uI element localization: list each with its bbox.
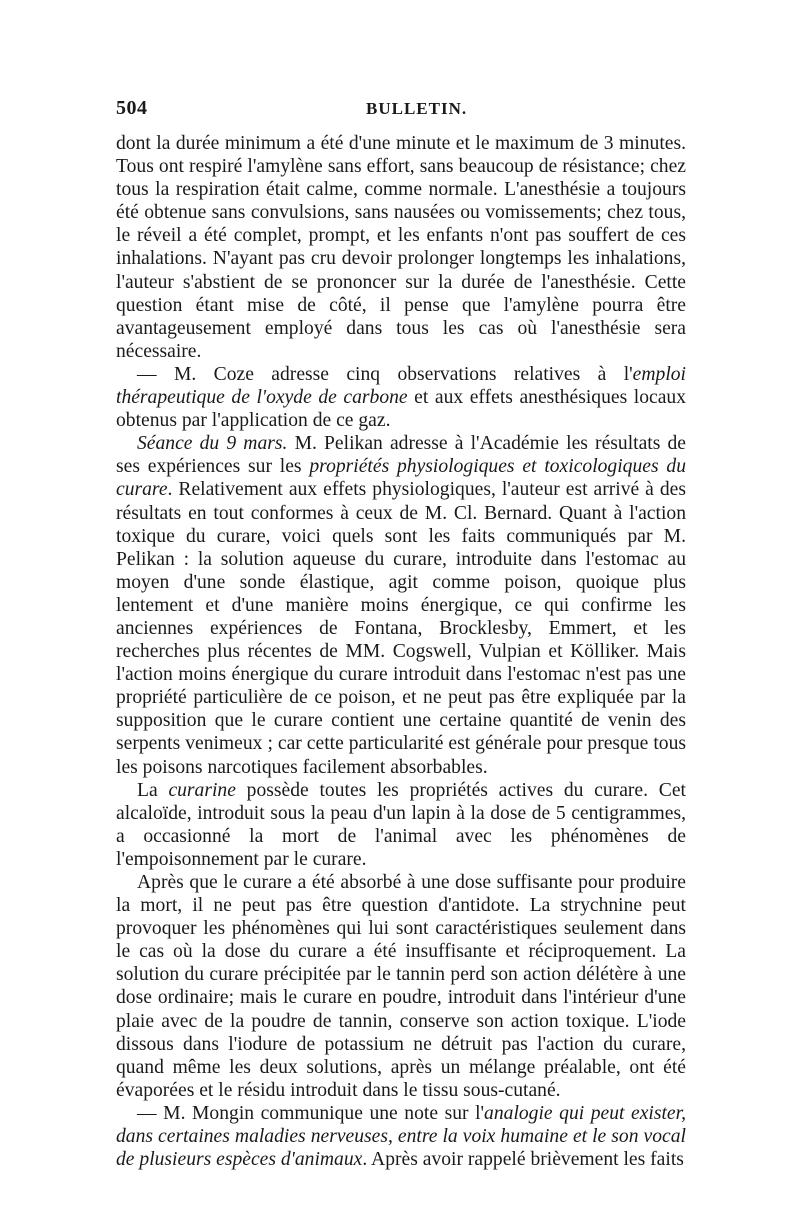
- italic-text-run: Séance du 9 mars.: [137, 433, 288, 455]
- text-run: — M. Coze adresse cinq observations relatives à l': [137, 363, 633, 385]
- text-run: M. Pelikan adresse à l'Académie les résultats de ses expériences sur les: [116, 433, 686, 478]
- body-text: [116, 132, 686, 1171]
- italic-text-run: emploi thérapeutique de l'oxyde de carbone: [116, 363, 686, 409]
- text-run: et aux effets anesthésiques locaux obtenus par l'application de ce gaz.: [116, 387, 686, 432]
- italic-text-run: propriétés physiologiques et toxicologiques du curare: [116, 456, 686, 501]
- running-head: BULLETIN.: [366, 99, 468, 118]
- paragraph: [116, 132, 686, 363]
- italic-text-run: analogie qui peut exister, dans certaines maladies nerveuses, entre la voix humaine et le son vocal de plusieurs espèces d'animaux: [116, 1102, 686, 1171]
- paragraph: [116, 871, 686, 1102]
- italic-text-run: curarine: [168, 779, 236, 801]
- text-run: . Après avoir rappelé brièvement les faits: [362, 1149, 684, 1171]
- paragraph: [116, 779, 686, 871]
- paragraph: [116, 1102, 686, 1171]
- text-run: dont la durée minimum a été d'une minute et le maximum de 3 minutes. Tous ont respiré l'amylène sans effort, sans beaucoup de résistance; chez tous la respiration était calme, comme normale. L'anesthésie a toujours été obtenue sans convulsions, sans nausées ou vomissements; chez tous, le réveil a été complet, prompt, et les enfants n'ont pas souffert de ces inhalations. N'ayant pas cru devoir prolonger longtemps les inhalations, l'auteur s'abstient de se prononcer sur la durée de l'anesthésie. Cette question étant mise de côté, il pense que l'amylène pourra être avantageusement employé dans tous les cas où l'anesthésie sera nécessaire.: [116, 133, 686, 362]
- paragraph: [116, 432, 686, 778]
- text-run: possède toutes les propriétés actives du curare. Cet alcaloïde, introduit sous la peau d'un lapin à la dose de 5 centigrammes, a occasionné la mort de l'animal avec les phénomènes de l'empoisonnement par le curare.: [116, 779, 686, 870]
- page-number: 504: [116, 97, 148, 119]
- text-run: La: [137, 779, 169, 801]
- page-header: [116, 97, 686, 125]
- paragraph: [116, 363, 686, 432]
- text-run: — M. Mongin communique une note sur l': [137, 1102, 485, 1124]
- text-run: . Relativement aux effets physiologiques, l'auteur est arrivé à des résultats en tout conformes à ceux de M. Cl. Bernard. Quant à l'action toxique du curare, voici quels sont les faits communiqués par M. Pelikan : la solution aqueuse du curare, introduite dans l'estomac au moyen d'une sonde élastique, agit comme poison, quoique plus lentement et d'une manière moins énergique, ce qui confirme les anciennes expériences de Fontana, Brocklesby, Emmert, et les recherches plus récentes de MM. Cogswell, Vulpian et Kölliker. Mais l'action moins énergique du curare introduit dans l'estomac n'est pas une propriété particulière de ce poison, et ne peut pas être expliquée par la supposition que le curare contient une certaine quantité de venin des serpents venimeux ; car cette particularité est générale pour presque tous les poisons narcotiques facilement absorbables.: [116, 479, 686, 778]
- text-run: Après que le curare a été absorbé à une dose suffisante pour produire la mort, il ne peut pas être question d'antidote. La strychnine peut provoquer les phénomènes qui lui sont caractéristiques seulement dans le cas où la dose du curare a été insuffisante et réciproquement. La solution du curare précipitée par le tannin perd son action délétère à une dose ordinaire; mais le curare en poudre, introduit dans l'intérieur d'une plaie avec de la poudre de tannin, conserve son action toxique. L'iode dissous dans l'iodure de potassium ne détruit pas l'action du curare, quand même les deux solutions, après un mélange préalable, ont été évaporées et le résidu introduit dans le tissu sous-cutané.: [116, 872, 686, 1101]
